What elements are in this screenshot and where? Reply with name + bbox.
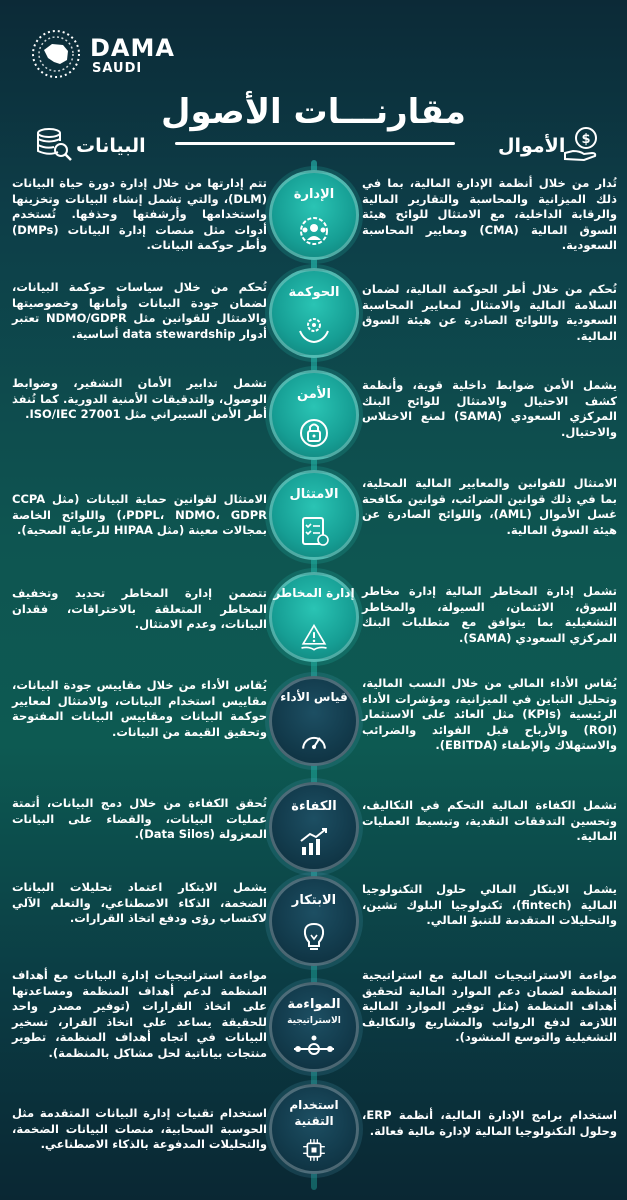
data-text: الامتثال لقوانين حماية البيانات (مثل CCPA ،PDPL، NDMO، GDPR) واللوائح الخاصة بمجالات معينة (مثل HIPAA للرعاية الصحية).	[12, 492, 267, 537]
money-hand-icon	[562, 125, 602, 163]
data-text: تتم إدارتها من خلال إدارة دورة حياة البيانات (DLM)، والتي تشمل إنشاء البيانات وتخزينها واستخدامها وأرشفتها وحذفها. تُستخدم أدوات مثل منصات إدارة البيانات (DMPs) وأطر حوكمة البيانات.	[12, 176, 267, 252]
warning-hand-icon	[299, 623, 329, 653]
data-text: يشمل الابتكار اعتماد تحليلات البيانات الضخمة، الذكاء الاصطناعي، والتعلم الآلي لاكتساب رؤى ودفع اتخاذ القرارات.	[12, 880, 267, 925]
category-node	[269, 782, 359, 872]
money-text: مواءمة الاستراتيجيات المالية مع استراتيجية المنظمة لضمان دعم الموارد المالية لتحقيق أهداف المنظمة (مثل توفير الموارد المالية اللازمة لدفع الرواتب والمشاريع والتكاليف التشغيلية والتوسع المنشود).	[362, 968, 617, 1044]
category-label: استخدام التقنية	[289, 1098, 339, 1128]
category-node	[269, 676, 359, 766]
globe-icon	[30, 28, 82, 80]
column-header-data-label: البيانات	[76, 135, 146, 157]
category-label: الكفاءة	[291, 799, 337, 814]
money-text: يُقاس الأداء المالي من خلال النسب المالية، وتحليل التباين في الميزانية، ومؤشرات الأداء الرئيسية (KPIs) مثل العائد على الاستثمار (ROI) والأرباح قبل الفوائد والضرائب والاستهلاك والإطفاء (EBITDA).	[362, 676, 618, 752]
header	[0, 0, 627, 170]
category-label: إدارة المخاطر	[273, 586, 355, 600]
svg-text:$: $	[581, 132, 591, 147]
category-label: الإدارة	[293, 187, 335, 202]
category-node	[269, 470, 359, 560]
category-label: قياس الأداء	[280, 690, 348, 704]
column-header-data	[20, 125, 160, 165]
data-text: تُحكم من خلال سياسات حوكمة البيانات، لضمان جودة البيانات وأمانها وخصوصيتها والامتثال للقوانين مثل NDMO/GDPR تعتبر أدوار data stewardship أساسية.	[12, 280, 267, 341]
chip-icon	[299, 1135, 329, 1165]
brand-sub: SAUDI	[92, 61, 143, 76]
data-text: تُحقق الكفاءة من خلال دمج البيانات، أتمتة عمليات البيانات، والقضاء على البيانات المعزولة (Data Silos).	[12, 796, 267, 841]
category-node	[269, 170, 359, 260]
page-title: مقارنـــات الأصول	[161, 92, 466, 132]
lock-icon	[296, 413, 332, 449]
column-header-money	[470, 125, 610, 165]
category-node	[269, 572, 359, 662]
category-label: الحوكمة	[288, 285, 340, 300]
category-label: المواءمة	[287, 997, 341, 1012]
category-label: الابتكار	[291, 893, 337, 908]
hands-gear-icon	[296, 311, 332, 347]
team-gear-icon	[296, 213, 332, 249]
money-text: الامتثال للقوانين والمعايير المالية المحلية، بما في ذلك قوانين الضرائب، قوانين مكافحة غسل الأموال (AML)، واللوائح الصادرة عن هيئة السوق المالية.	[362, 476, 617, 537]
growth-chart-icon	[296, 825, 332, 861]
gauge-icon	[299, 727, 329, 757]
money-text: تُحكم من خلال أطر الحوكمة المالية، لضمان السلامة المالية والامتثال لمعايير المحاسبة السعودية واللوائح الصادرة عن هيئة السوق المالية.	[362, 282, 617, 343]
brand-name: DAMA	[90, 34, 175, 62]
category-node	[269, 268, 359, 358]
connected-nodes-icon	[290, 1033, 338, 1059]
category-label: الأمن	[297, 387, 331, 402]
database-search-icon	[34, 125, 74, 163]
title-underline	[175, 142, 455, 145]
category-node	[269, 876, 359, 966]
money-text: تشمل الكفاءة المالية التحكم في التكاليف، وتحسين التدفقات النقدية، وتبسيط العمليات المالية.	[362, 798, 617, 843]
data-text: مواءمة استراتيجيات إدارة البيانات مع أهداف المنظمة لدعم أهداف المنظمة ومساعدتها على اتخاذ القرارات (توفير مصدر واحد للحقيقة يساعد على اتخاذ القرار، تسخير البيانات في اتجاه أهداف المنظمة، تطوير منتجات بياناتية لحل مشاكل بالمنظمة).	[12, 968, 267, 1060]
dama-logo[interactable]	[30, 28, 190, 78]
money-text: تُدار من خلال أنظمة الإدارة المالية، بما في ذلك الميزانية والمحاسبة والتقارير المالية والرقابة الداخلية، مع الامتثال للوائح هيئة السوق المالية (CMA) ومعايير المحاسبة السعودية.	[362, 176, 617, 252]
money-text: تشمل إدارة المخاطر المالية إدارة مخاطر السوق، الائتمان، السيولة، والمخاطر التشغيلية بما يتوافق مع متطلبات البنك المركزي السعودي (SAMA).	[362, 584, 617, 645]
money-text: استخدام برامج الإدارة المالية، أنظمة ERP، وحلول التكنولوجيا المالية لإدارة مالية فعالة.	[362, 1108, 617, 1138]
data-text: استخدام تقنيات إدارة البيانات المتقدمة مثل الحوسبة السحابية، منصات البيانات الضخمة، والتحليلات المدفوعة بالذكاء الاصطناعي.	[12, 1106, 267, 1151]
lightbulb-icon	[296, 919, 332, 955]
category-node	[269, 370, 359, 460]
data-text: تشمل تدابير الأمان التشفير، وضوابط الوصول، والتدقيقات الأمنية الدورية. كما تُنفذ أطر الأمن السيبراني مثل ISO/IEC 27001.	[12, 376, 267, 421]
category-label: الامتثال	[289, 487, 339, 502]
category-sublabel: الاستراتيجية	[287, 1016, 341, 1026]
column-header-money-label: الأموال	[498, 135, 566, 157]
data-text: يُقاس الأداء من خلال مقاييس جودة البيانات، مقاييس استخدام البيانات، والامتثال لمعايير حوكمة البيانات ومقاييس البيانات المفتوحة وتحقيق القيمة من البيانات.	[12, 678, 267, 739]
checklist-icon	[296, 513, 332, 549]
money-text: يشمل الابتكار المالي حلول التكنولوجيا المالية (fintech)، تكنولوجيا البلوك تشين، والتحليلات المتقدمة للتنبؤ المالي.	[362, 882, 617, 927]
category-node	[269, 982, 359, 1072]
category-node	[269, 1084, 359, 1174]
money-text: يشمل الأمن ضوابط داخلية قوية، وأنظمة كشف الاحتيال والامتثال للوائح البنك المركزي السعودي (SAMA) لمنع الاختلاس والاحتيال.	[362, 378, 617, 439]
data-text: تتضمن إدارة المخاطر تحديد وتخفيف المخاطر المتعلقة بالاختراقات، فقدان البيانات، وعدم الامتثال.	[12, 586, 267, 631]
